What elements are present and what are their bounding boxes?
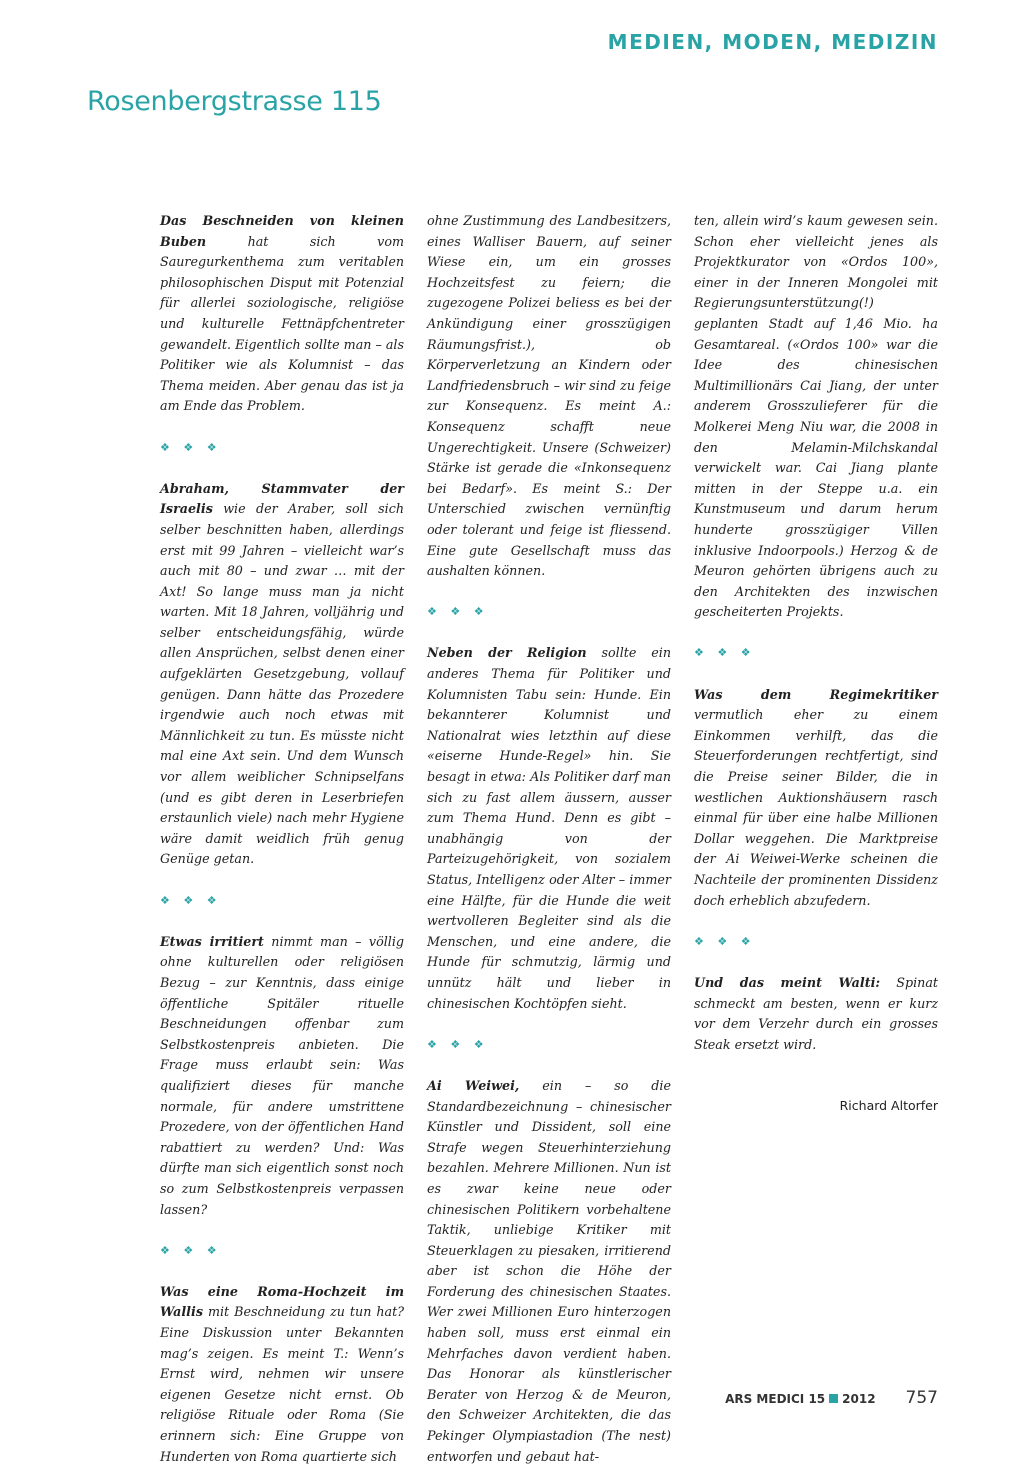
article-title: Rosenbergstrasse 115 [87, 86, 382, 117]
paragraph-lead: Neben der Religion [427, 645, 587, 661]
ornament-divider: ❖ ❖ ❖ [427, 605, 489, 619]
ornament-divider: ❖ ❖ ❖ [694, 646, 756, 660]
paragraph [427, 211, 671, 582]
paragraph-text: nimmt man – völlig ohne kulturellen oder religiösen Bezug – zur Kenntnis, dass einige öffentliche Spitäler rituelle Beschneidungen offenbar zum Selbstkostenpreis anbieten. Die Frage muss erlaubt sein: Was qualifiziert dieses für manche normale, für andere umstrittene Prozedere, von der öffentlichen Hand rabattiert zu werden? Und: Was dürfte man sich eigentlich sonst noch so zum Selbstkostenpreis verpassen lassen? [160, 933, 404, 1217]
section-label: MEDIEN, MODEN, MEDIZIN [607, 30, 938, 54]
paragraph [427, 643, 671, 1014]
paragraph [694, 211, 938, 623]
paragraph-text: hat sich vom Sauregurkenthema zum veritablen philosophischen Disput mit Potenzial für allerlei soziologische, religiöse und kulturelle Fettnäpfchentreter gewandelt. Eigentlich sollte man – als Politiker wie als Kolumnist – das Thema meiden. Aber genau das ist ja am Ende das Problem. [160, 233, 404, 414]
paragraph-text: ten, allein wird’s kaum gewesen sein. Schon eher vielleicht jenes als Projektkurator von «Ordos 100», einer in der Inneren Mongolei mit Regierungsunterstützung(!) geplanten Stadt auf 1,46 Mio. ha Gesamtareal. («Ordos 100» war die Idee des chinesischen Multimillionärs Cai Jiang, der unter anderem Grosszulieferer für die Molkerei Meng Niu war, die 2008 in den Melamin-Milchskandal verwickelt war. Cai Jiang plante mitten in der Steppe u.a. ein Kunstmuseum und darum herum hunderte grosszügiger Villen inklusive Indoorpools.) Herzog & de Meuron gehörten übrigens auch zu den Architekten des inzwischen gescheiterten Projekts. [694, 213, 938, 620]
text-column-2 [427, 211, 671, 1467]
journal-year: 2012 [842, 1392, 876, 1406]
paragraph [160, 479, 404, 870]
paragraph-lead: Was eine Roma-Hochzeit im Wallis [160, 1283, 404, 1320]
ornament-divider: ❖ ❖ ❖ [160, 893, 222, 907]
paragraph [160, 211, 404, 417]
paragraph-lead: Was dem Regimekritiker [694, 686, 938, 702]
paragraph-text: ohne Zustimmung des Landbesitzers, eines Walliser Bauern, auf seiner Wiese ein, um ein grosses Hochzeitsfest zu feiern; die zugezogene Polizei beliess es bei der Ankündigung einer grosszügigen Räumungsfrist.), ob Körperverletzung an Kindern oder Landfriedensbruch – wir sind zu feige zur Konsequenz. Es meint A.: Konsequenz schafft neue Ungerechtigkeit. Unsere (Schweizer) Stärke ist gerade die «Inkonsequenz bei Bedarf». Es meint S.: Der Unterschied zwischen vernünftig oder tolerant und feige ist fliessend. Eine gute Gesellschaft muss das aushalten können. [427, 213, 671, 579]
paragraph-text: ein – so die Standardbezeichnung – chinesischer Künstler und Dissident, soll eine Strafe wegen Steuerhinterziehung bezahlen. Mehrere Millionen. Nun ist es zwar keine neue oder chinesischen Politikern vorbehaltene Taktik, unliebige Kritiker mit Steuerklagen zu piesaken, irritierend aber ist schon die Höhe der Forderung des chinesischen Staates. Wer zwei Millionen Euro hinterzogen haben soll, muss erst einmal ein Mehrfaches davon verdient haben. Das Honorar als künstlerischer Berater von Herzog & de Meuron, den Schweizer Architekten, die das Pekinger Olympiastadion (The nest) entworfen und gebaut hat- [427, 1077, 671, 1464]
square-bullet-icon [829, 1394, 838, 1403]
ornament-divider: ❖ ❖ ❖ [160, 1243, 222, 1257]
author-byline: Richard Altorfer [839, 1098, 938, 1114]
paragraph-text: sollte ein anderes Thema für Politiker und Kolumnisten Tabu sein: Hunde. Ein bekannterer Kolumnist und Nationalrat wies letzthin auf diese «eiserne Hunde-Regel» hin. Sie besagt in etwa: Als Politiker darf man sich zu fast allem äussern, ausser zum Thema Hund. Denn es gibt – unabhängig von der Parteizugehörigkeit, von sozialem Status, Intelligenz oder Alter – immer eine Hälfte, für die Hunde die weit wertvolleren Begleiter sind als die Menschen, und eine andere, die Hunde für schmutzig, lärmig und unnütz hält und lieber in chinesischen Kochtöpfen sieht. [427, 645, 671, 1011]
paragraph-text: vermutlich eher zu einem Einkommen verhilft, das die Steuerforderungen rechtfertigt, sind die Preise seiner Bilder, die in westlichen Auktionshäusern rasch einmal für über eine halbe Millionen Dollar weggehen. Die Marktpreise der Ai Weiwei-Werke scheinen die Nachteile der prominenten Dissidenz doch erheblich abzufedern. [694, 707, 938, 908]
paragraph-lead: Abraham, Stammvater der Israelis [160, 480, 404, 517]
paragraph-lead: Das Beschneiden von kleinen Buben [160, 213, 404, 249]
paragraph-text: wie der Araber, soll sich selber beschnitten haben, allerdings erst mit 99 Jahren – vielleicht war’s auch mit 80 – und zwar … mit der Axt! So lange muss man ja nicht warten. Mit 18 Jahren, volljährig und selber entscheidungsfähig, würde allen Ansprüchen, selbst denen einer aufgeklärten Gesetzgebung, vollauf genügen. Dann hätte das Prozedere irgendwie auch noch etwas mit Männlichkeit zu tun. Es müsste nicht mal eine Axt sein. Und dem Wunsch vor allem weiblicher Schnipselfans (und es gibt deren in Leserbriefen erstaunlich viele) nach mehr Hygiene wäre damit weidlich früh genug Genüge getan. [160, 501, 404, 867]
journal-name: ARS MEDICI 15 [725, 1392, 826, 1406]
paragraph-text: Spinat schmeckt am besten, wenn er kurz vor dem Verzehr durch ein grosses Steak ersetzt wird. [694, 974, 938, 1052]
page-footer [725, 1388, 938, 1408]
paragraph [160, 1282, 404, 1467]
ornament-divider: ❖ ❖ ❖ [427, 1037, 489, 1051]
paragraph [160, 932, 404, 1220]
ornament-divider: ❖ ❖ ❖ [160, 440, 222, 454]
text-column-3 [694, 211, 938, 1117]
paragraph [694, 685, 938, 912]
paragraph-lead: Ai Weiwei, [427, 1077, 520, 1093]
page-number: 757 [905, 1388, 938, 1408]
paragraph [694, 973, 938, 1055]
paragraph-text: mit Beschneidung zu tun hat? Eine Diskussion unter Bekannten mag’s zeigen. Es meint T.: Wenn’s Ernst wird, nehmen wir unsere eigenen Gesetze nicht ernst. Ob religiöse Rituale oder Roma (Sie erinnern sich: Eine Gruppe von Hunderten von Roma quartierte sich [160, 1304, 404, 1464]
ornament-divider: ❖ ❖ ❖ [694, 934, 756, 948]
paragraph [427, 1076, 671, 1467]
paragraph-lead: Etwas irritiert [160, 933, 264, 949]
paragraph-lead: Und das meint Walti: [694, 974, 881, 990]
text-column-1 [160, 211, 404, 1467]
